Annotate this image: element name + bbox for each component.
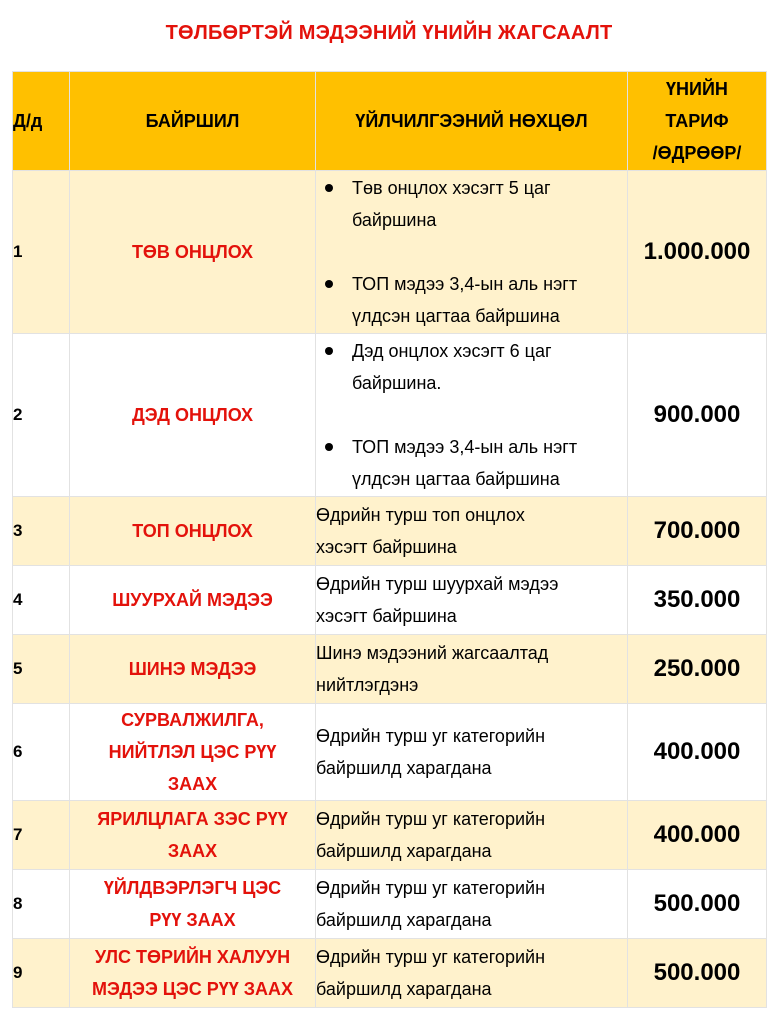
table-row xyxy=(13,635,767,704)
row-number: 5 xyxy=(13,635,70,704)
row-location xyxy=(70,635,316,704)
row-location xyxy=(70,801,316,870)
row-price: 350.000 xyxy=(628,566,767,635)
price-table xyxy=(12,71,767,1008)
condition-line: Өдрийн турш уг категорийн xyxy=(316,878,546,898)
condition-line: нийтлэгдэнэ xyxy=(316,675,419,695)
row-location xyxy=(70,171,316,334)
table-row xyxy=(13,334,767,497)
row-location xyxy=(70,334,316,497)
table-row xyxy=(13,497,767,566)
location-line: ЗААХ xyxy=(167,774,218,794)
row-condition xyxy=(316,334,628,497)
header-location: БАЙРШИЛ xyxy=(70,72,316,171)
condition-line: Өдрийн турш топ онцлох xyxy=(316,505,525,525)
location-line: ТӨВ ОНЦЛОХ xyxy=(131,242,254,262)
condition-line: байршилд харагдана xyxy=(316,758,492,778)
row-location xyxy=(70,704,316,801)
row-number: 9 xyxy=(13,939,70,1008)
header-number: Д/д xyxy=(13,72,70,171)
location-line: МЭДЭЭ ЦЭС РҮҮ ЗААХ xyxy=(91,979,294,999)
row-number: 1 xyxy=(13,171,70,334)
location-line: НИЙТЛЭЛ ЦЭС РҮҮ xyxy=(108,742,277,762)
page-title: ТӨЛБӨРТЭЙ МЭДЭЭНИЙ ҮНИЙН ЖАГСААЛТ xyxy=(165,22,613,44)
row-condition xyxy=(316,801,628,870)
header-price-line: /ӨДРӨӨР/ xyxy=(652,143,742,163)
row-location xyxy=(70,497,316,566)
condition-bullet: Дэд онцлох хэсэгт 6 цаг байршина. xyxy=(352,335,627,399)
location-line: ҮЙЛДВЭРЛЭГЧ ЦЭС xyxy=(103,878,282,898)
row-number: 2 xyxy=(13,334,70,497)
condition-line: байршилд харагдана xyxy=(316,841,492,861)
row-condition xyxy=(316,497,628,566)
location-line: ТОП ОНЦЛОХ xyxy=(132,521,253,541)
row-price: 900.000 xyxy=(628,334,767,497)
condition-line: байршилд харагдана xyxy=(316,979,492,999)
table-row xyxy=(13,870,767,939)
row-number: 4 xyxy=(13,566,70,635)
condition-bullets xyxy=(316,172,627,332)
row-condition xyxy=(316,939,628,1008)
table-row xyxy=(13,801,767,870)
condition-line: Өдрийн турш уг категорийн xyxy=(316,947,546,967)
condition-line: байршилд харагдана xyxy=(316,910,492,930)
condition-line: хэсэгт байршина xyxy=(316,537,457,557)
row-number: 3 xyxy=(13,497,70,566)
header-price-line: ҮНИЙН xyxy=(666,79,728,99)
row-price: 1.000.000 xyxy=(628,171,767,334)
row-condition xyxy=(316,171,628,334)
condition-bullet: Төв онцлох хэсэгт 5 цаг байршина xyxy=(352,172,627,236)
condition-bullets xyxy=(316,335,627,495)
table-row xyxy=(13,566,767,635)
table-row xyxy=(13,704,767,801)
row-location xyxy=(70,870,316,939)
row-price: 500.000 xyxy=(628,939,767,1008)
condition-bullet: ТОП мэдээ 3,4-ын аль нэгт үлдсэн цагтаа байршина xyxy=(352,268,627,332)
location-line: ЗААХ xyxy=(167,841,218,861)
row-condition xyxy=(316,704,628,801)
condition-bullet: ТОП мэдээ 3,4-ын аль нэгт үлдсэн цагтаа байршина xyxy=(352,431,627,495)
location-line: ЯРИЛЦЛАГА ЗЭС РҮҮ xyxy=(97,809,288,829)
row-price: 400.000 xyxy=(628,801,767,870)
condition-line: Шинэ мэдээний жагсаалтад xyxy=(316,643,549,663)
condition-line: хэсэгт байршина xyxy=(316,606,457,626)
row-number: 6 xyxy=(13,704,70,801)
row-condition xyxy=(316,870,628,939)
row-number: 7 xyxy=(13,801,70,870)
location-line: СУРВАЛЖИЛГА, xyxy=(121,710,264,730)
table-header-row xyxy=(13,72,767,171)
row-condition xyxy=(316,566,628,635)
row-condition xyxy=(316,635,628,704)
condition-line: Өдрийн турш уг категорийн xyxy=(316,726,546,746)
row-price: 700.000 xyxy=(628,497,767,566)
row-location xyxy=(70,566,316,635)
location-line: ДЭД ОНЦЛОХ xyxy=(131,405,254,425)
header-price xyxy=(628,72,767,171)
table-row xyxy=(13,939,767,1008)
table-row xyxy=(13,171,767,334)
header-price-line: ТАРИФ xyxy=(665,111,729,131)
location-line: РҮҮ ЗААХ xyxy=(149,910,236,930)
row-price: 250.000 xyxy=(628,635,767,704)
location-line: ШУУРХАЙ МЭДЭЭ xyxy=(112,590,273,610)
row-location xyxy=(70,939,316,1008)
location-line: ШИНЭ МЭДЭЭ xyxy=(128,659,257,679)
row-price: 500.000 xyxy=(628,870,767,939)
location-line: УЛС ТӨРИЙН ХАЛУУН xyxy=(94,947,291,967)
header-condition: ҮЙЛЧИЛГЭЭНИЙ НӨХЦӨЛ xyxy=(316,72,628,171)
row-price: 400.000 xyxy=(628,704,767,801)
condition-line: Өдрийн турш уг категорийн xyxy=(316,809,546,829)
row-number: 8 xyxy=(13,870,70,939)
condition-line: Өдрийн турш шуурхай мэдээ xyxy=(316,574,559,594)
